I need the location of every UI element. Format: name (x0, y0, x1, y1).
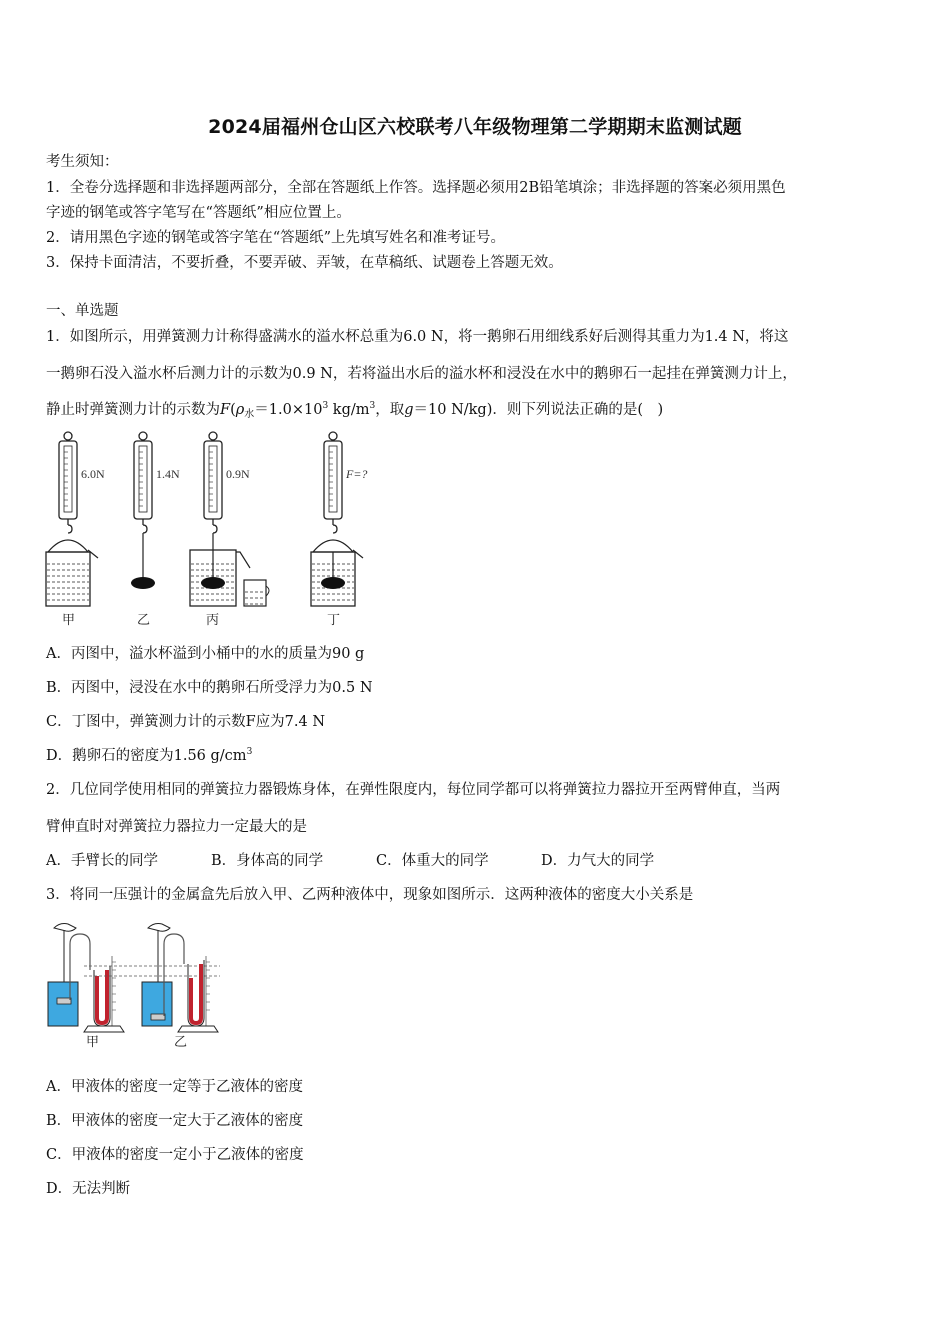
q1-line-1: 1．如图所示，用弹簧测力计称得盛满水的溢水杯总重为6.0 N，将一鹅卵石用细线系好后测得其重力为1.4 N，将这 (46, 329, 789, 345)
reading-jia: 6.0N (81, 467, 105, 481)
q1-line-3 (46, 400, 663, 420)
manometer-yi (142, 924, 218, 1033)
reading-yi: 1.4N (156, 467, 180, 481)
spring-scale-yi (131, 432, 155, 589)
q2-line-2: 臂伸直时对弹簧拉力器拉力一定最大的是 (46, 819, 307, 835)
page-title: 2024届福州仓山区六校联考八年级物理第二学期期末监测试题 (208, 116, 742, 138)
q3-line-1: 3．将同一压强计的金属盒先后放入甲、乙两种液体中，现象如图所示．这两种液体的密度大小关系是 (46, 887, 694, 903)
q1-option-d-text: D．鹅卵石的密度为1.56 g/cm (46, 748, 247, 764)
q2-option-c[interactable]: C．体重大的同学 (376, 853, 489, 869)
q2-option-d[interactable]: D．力气大的同学 (541, 853, 655, 869)
q1-option-a[interactable]: A．丙图中，溢水杯溢到小桶中的水的质量为90 g (46, 646, 365, 662)
q1-paren: ( (230, 402, 236, 418)
notice-item-1: 1．全卷分选择题和非选择题两部分，全部在答题纸上作答。选择题必须用2B铅笔填涂；非选择题的答案必须用黑色 (46, 180, 786, 196)
q3-caption-yi: 乙 (174, 1035, 188, 1050)
q2-option-b[interactable]: B．身体高的同学 (211, 853, 324, 869)
q1-var-f: F (220, 402, 231, 418)
q3-option-d[interactable]: D．无法判断 (46, 1181, 131, 1197)
spring-scale-jia (46, 432, 98, 606)
manometer-jia (48, 924, 124, 1033)
section-heading: 一、单选题 (46, 303, 119, 319)
q1-rho-sub: 水 (244, 409, 255, 420)
caption-yi: 乙 (137, 613, 151, 628)
q1-line3-suffix: ＝10 N/kg)．则下列说法正确的是( ) (413, 402, 664, 418)
notice-item-3: 3．保持卡面清洁，不要折叠，不要弄破、弄皱，在草稿纸、试题卷上答题无效。 (46, 255, 563, 271)
notice-heading: 考生须知： (46, 154, 119, 170)
q3-option-b[interactable]: B．甲液体的密度一定大于乙液体的密度 (46, 1113, 304, 1129)
q1-density-unit: kg/m (328, 402, 370, 418)
q3-caption-jia: 甲 (86, 1035, 100, 1050)
q1-g-prefix: ，取 (375, 402, 405, 418)
q3-option-c[interactable]: C．甲液体的密度一定小于乙液体的密度 (46, 1147, 304, 1163)
q2-line-1: 2．几位同学使用相同的弹簧拉力器锻炼身体，在弹性限度内，每位同学都可以将弹簧拉力器拉开至两臂伸直，当两 (46, 782, 781, 798)
q1-line-2: 一鹅卵石没入溢水杯后测力计的示数为0.9 N，若将溢出水后的溢水杯和浸没在水中的鹅卵石一起挂在弹簧测力计上， (46, 366, 797, 382)
q1-option-d[interactable] (46, 746, 252, 766)
q1-density-value: ＝1.0×10 (254, 402, 323, 418)
q1-var-g: g (404, 402, 414, 418)
notice-item-2: 2．请用黑色字迹的钢笔或答字笔在“答题纸”上先填写姓名和准考证号。 (46, 230, 506, 246)
reading-ding: F=? (346, 467, 368, 481)
caption-jia: 甲 (62, 613, 76, 628)
q1-unit-exp: 3 (369, 401, 376, 411)
q3-option-a[interactable]: A．甲液体的密度一定等于乙液体的密度 (46, 1079, 303, 1095)
q2-option-a[interactable]: A．手臂长的同学 (46, 853, 158, 869)
caption-bing: 丙 (206, 613, 220, 628)
q1-option-d-exp: 3 (246, 747, 253, 757)
q1-var-rho: ρ (235, 402, 245, 418)
spring-scale-bing (190, 432, 269, 606)
reading-bing: 0.9N (226, 467, 250, 481)
notice-item-1-cont: 字迹的钢笔或答字笔写在“答题纸”相应位置上。 (46, 205, 351, 221)
q1-density-exp: 3 (322, 401, 329, 411)
q1-line3-prefix: 静止时弹簧测力计的示数为 (46, 402, 220, 418)
caption-ding: 丁 (327, 613, 341, 628)
q3-figure (40, 914, 250, 1052)
q1-figure (40, 428, 390, 628)
q1-option-c[interactable]: C．丁图中，弹簧测力计的示数F应为7.4 N (46, 714, 326, 730)
spring-scale-ding (311, 432, 363, 606)
q1-option-b[interactable]: B．丙图中，浸没在水中的鹅卵石所受浮力为0.5 N (46, 680, 373, 696)
